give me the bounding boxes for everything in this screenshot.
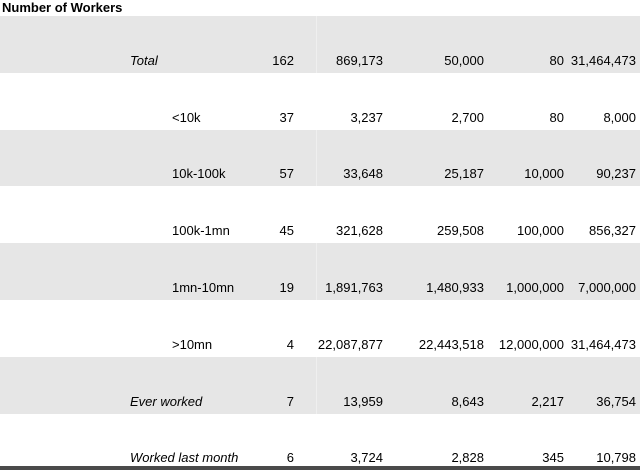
row-label: <10k (172, 109, 201, 125)
table-row (0, 186, 640, 243)
table-cell: 25,187 (444, 166, 484, 182)
table-cell: 8,643 (451, 393, 484, 409)
table-cell: 2,700 (451, 109, 484, 125)
row-label: 1mn-10mn (172, 279, 235, 295)
table-cell: 162 (272, 52, 294, 68)
table-cell: 7,000,000 (578, 279, 636, 295)
table-cell: 57 (279, 166, 294, 182)
row-label: >10mn (172, 336, 213, 352)
table-cell: 3,724 (350, 450, 383, 466)
workers-table (0, 16, 640, 470)
table-row (0, 16, 640, 73)
table-cell: 10,000 (524, 166, 564, 182)
row-label: 100k-1mn (172, 223, 230, 239)
table-cell: 22,087,877 (317, 336, 383, 352)
table-cell: 8,000 (603, 109, 636, 125)
table-cell: 19 (279, 279, 294, 295)
table-row (0, 414, 640, 470)
table-cell: 80 (549, 52, 564, 68)
row-label: Worked last month (130, 450, 239, 466)
table-cell: 321,628 (336, 223, 383, 239)
table-row (0, 243, 640, 300)
table-cell: 50,000 (444, 52, 484, 68)
table-cell: 3,237 (350, 109, 383, 125)
table-cell: 1,891,763 (325, 279, 383, 295)
table-cell: 33,648 (343, 166, 383, 182)
table-cell: 345 (542, 450, 564, 466)
table-row (0, 300, 640, 357)
table-cell: 869,173 (336, 52, 383, 68)
table-cell: 259,508 (437, 223, 484, 239)
table-row (0, 357, 640, 414)
table-title: Number of Workers (2, 0, 123, 15)
table-row (0, 130, 640, 187)
table-cell: 6 (286, 450, 294, 466)
row-label: Total (130, 52, 158, 68)
table-cell: 45 (279, 223, 294, 239)
row-label: 10k-100k (172, 166, 226, 182)
table-cell: 100,000 (517, 223, 564, 239)
bottom-border (0, 466, 640, 470)
table-cell: 13,959 (343, 393, 383, 409)
table-cell: 2,828 (451, 450, 484, 466)
table-cell: 7 (286, 393, 294, 409)
table-cell: 1,000,000 (506, 279, 564, 295)
table-cell: 2,217 (531, 393, 564, 409)
table-cell: 4 (286, 336, 294, 352)
table-row (0, 73, 640, 130)
table-cell: 1,480,933 (426, 279, 484, 295)
table-cell: 37 (279, 109, 294, 125)
table-cell: 22,443,518 (418, 336, 484, 352)
table-cell: 90,237 (596, 166, 636, 182)
table-cell: 856,327 (589, 223, 636, 239)
table-cell: 80 (549, 109, 564, 125)
table-cell: 31,464,473 (570, 52, 636, 68)
table-cell: 12,000,000 (498, 336, 564, 352)
table-cell: 10,798 (596, 450, 636, 466)
table-cell: 31,464,473 (570, 336, 636, 352)
table-cell: 36,754 (596, 393, 636, 409)
row-label: Ever worked (130, 393, 203, 409)
